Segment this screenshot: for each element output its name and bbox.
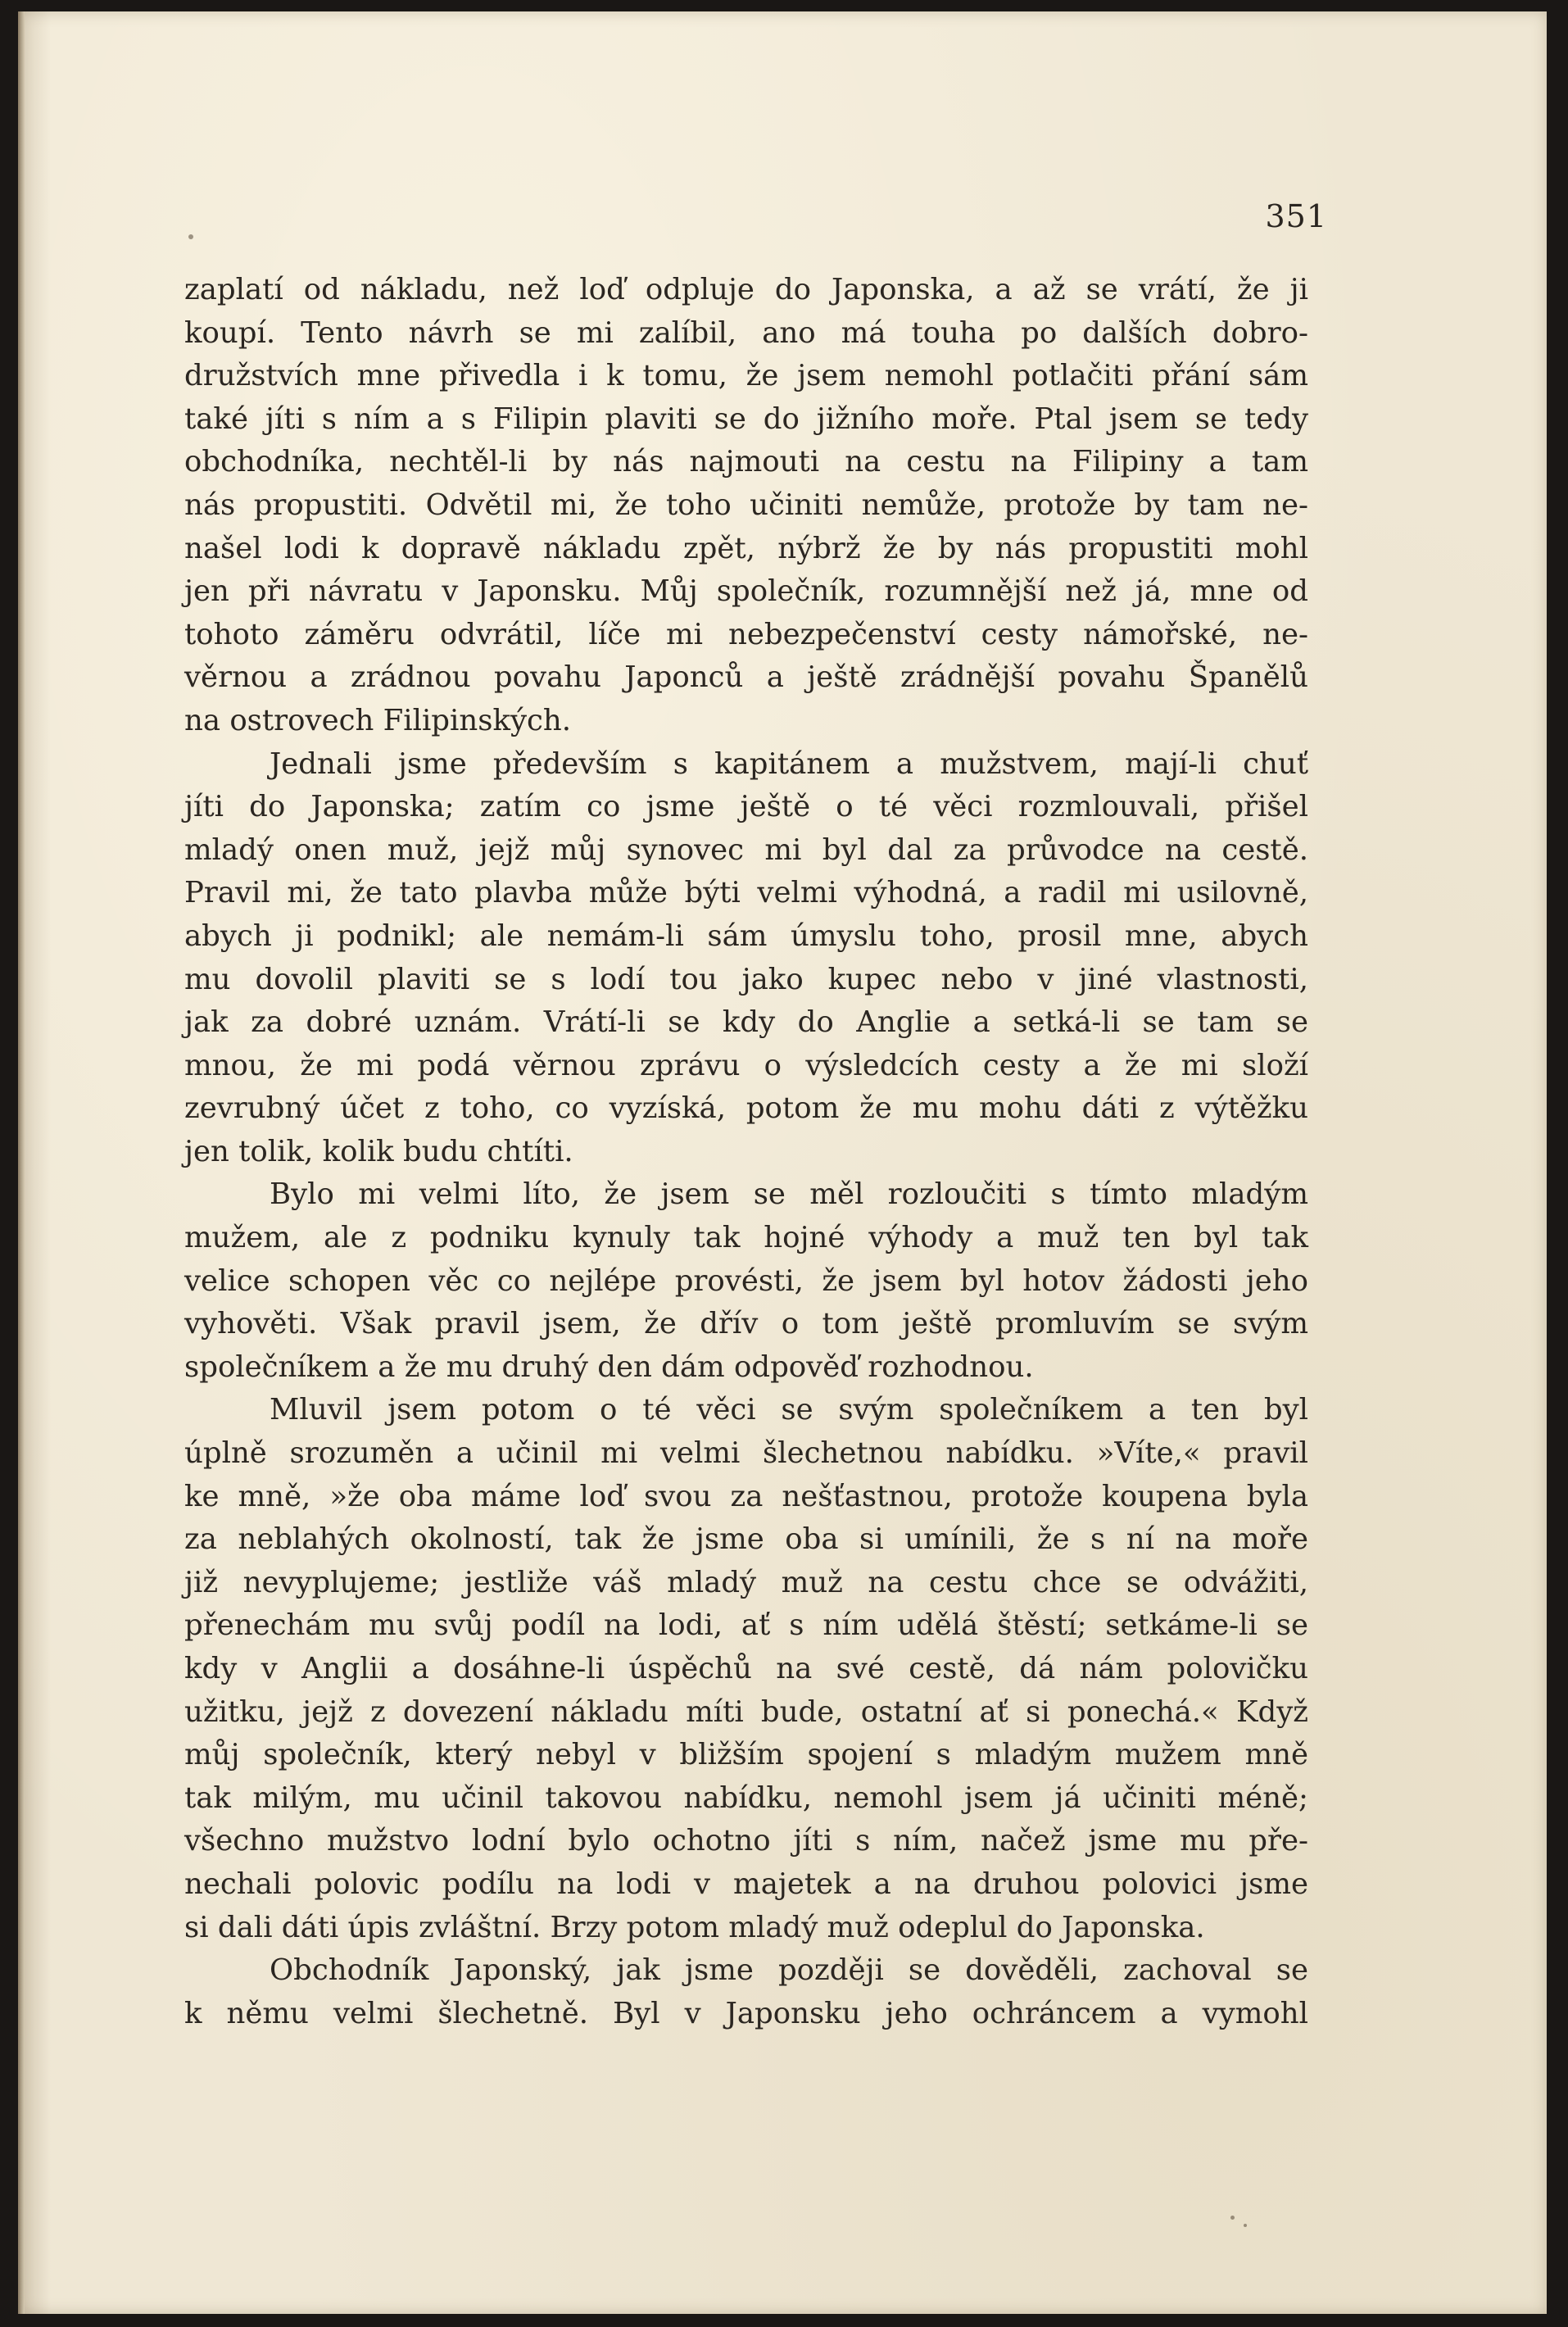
page-number: 351 <box>1265 198 1327 234</box>
text-line: abych ji podnikl; ale nemám-li sám úmyslu toho, prosil mne, abych <box>184 919 1308 953</box>
text-line: věrnou a zrádnou povahu Japonců a ještě zrádnější povahu Španělů <box>184 660 1308 695</box>
text-line: našel lodi k dopravě nákladu zpět, nýbrž že by nás propustiti mohl <box>184 531 1308 565</box>
text-line: vyhověti. Však pravil jsem, že dřív o tom ještě promluvím se svým <box>184 1307 1308 1341</box>
text-line: kdy v Anglii a dosáhne-li úspěchů na své cestě, dá nám polovičku <box>184 1652 1308 1685</box>
text-line: jak za dobré uznám. Vrátí-li se kdy do Anglie a setká-li se tam se <box>184 1005 1308 1040</box>
text-line: obchodníka, nechtěl-li by nás najmouti na cestu na Filipiny a tam <box>184 445 1308 479</box>
book-page <box>18 11 1547 2314</box>
text-line: nás propustiti. Odvětil mi, že toho učiniti nemůže, protože by tam ne- <box>184 488 1308 522</box>
ink-speck <box>188 234 193 239</box>
text-line: si dali dáti úpis zvláštní. Brzy potom mladý muž odeplul do Japonska. <box>184 1910 1205 1944</box>
text-line: společníkem a že mu druhý den dám odpověď rozhodnou. <box>184 1349 1034 1384</box>
text-line: mu dovolil plaviti se s lodí tou jako kupec nebo v jiné vlastnosti, <box>184 962 1308 996</box>
text-line: Mluvil jsem potom o té věci se svým společníkem a ten byl <box>270 1393 1308 1427</box>
text-line: k němu velmi šlechetně. Byl v Japonsku jeho ochráncem a vymohl <box>184 1996 1308 2030</box>
text-line: jen při návratu v Japonsku. Můj společník, rozumnější než já, mne od <box>184 574 1308 609</box>
text-line: velice schopen věc co nejlépe provésti, že jsem byl hotov žádosti jeho <box>184 1263 1308 1298</box>
text-line: jíti do Japonska; zatím co jsme ještě o té věci rozmlouvali, přišel <box>184 790 1308 824</box>
text-line: zevrubný účet z toho, co vyzíská, potom že mu mohu dáti z výtěžku <box>184 1091 1308 1126</box>
text-line: můj společník, který nebyl v bližším spojení s mladým mužem mně <box>184 1738 1308 1772</box>
text-line: koupí. Tento návrh se mi zalíbil, ano má touha po dalších dobro- <box>184 315 1308 350</box>
text-line: nechali polovic podílu na lodi v majetek a na druhou polovici jsme <box>184 1867 1308 1901</box>
ink-speck <box>1230 2216 1235 2220</box>
text-line: všechno mužstvo lodní bylo ochotno jíti s ním, načež jsme mu pře- <box>184 1824 1308 1858</box>
text-line: Pravil mi, že tato plavba může býti velmi výhodná, a radil mi usilovně, <box>184 876 1308 910</box>
text-line: mnou, že mi podá věrnou zprávu o výsledcích cesty a že mi složí <box>184 1048 1308 1082</box>
text-line: na ostrovech Filipinských. <box>184 703 572 737</box>
text-line: zaplatí od nákladu, než loď odpluje do Japonska, a až se vrátí, že ji <box>184 273 1308 306</box>
text-line: úplně srozuměn a učinil mi velmi šlechetnou nabídku. »Víte,« pravil <box>184 1436 1308 1471</box>
text-line: Jednali jsme především s kapitánem a mužstvem, mají-li chuť <box>270 746 1308 781</box>
text-line: tak milým, mu učinil takovou nabídku, nemohl jsem já učiniti méně; <box>184 1780 1308 1815</box>
text-line: Bylo mi velmi líto, že jsem se měl rozloučiti s tímto mladým <box>270 1177 1308 1212</box>
text-line: tohoto záměru odvrátil, líče mi nebezpečenství cesty námořské, ne- <box>184 617 1308 651</box>
text-line: také jíti s ním a s Filipin plaviti se do jižního moře. Ptal jsem se tedy <box>184 401 1308 436</box>
text-line: ke mně, »že oba máme loď svou za nešťastnou, protože koupena byla <box>184 1479 1308 1513</box>
text-line: družstvích mne přivedla i k tomu, že jsem nemohl potlačiti přání sám <box>184 359 1308 393</box>
text-line: již nevyplujeme; jestliže váš mladý muž na cestu chce se odvážiti, <box>184 1565 1308 1599</box>
page-binding-edge <box>18 11 25 2314</box>
text-line: mladý onen muž, jejž můj synovec mi byl dal za průvodce na cestě. <box>184 832 1308 867</box>
text-line: mužem, ale z podniku kynuly tak hojné výhody a muž ten byl tak <box>184 1221 1308 1255</box>
text-line: Obchodník Japonský, jak jsme později se dověděli, zachoval se <box>270 1953 1308 1988</box>
text-line: užitku, jejž z dovezení nákladu míti bude, ostatní ať si ponechá.« Když <box>184 1694 1308 1729</box>
body-text <box>184 269 1308 2035</box>
text-line: jen tolik, kolik budu chtíti. <box>184 1134 573 1168</box>
text-line: za neblahých okolností, tak že jsme oba si umínili, že s ní na moře <box>184 1522 1308 1557</box>
text-line: přenechám mu svůj podíl na lodi, ať s ním udělá štěstí; setkáme-li se <box>184 1608 1308 1643</box>
ink-speck <box>1244 2224 1247 2227</box>
